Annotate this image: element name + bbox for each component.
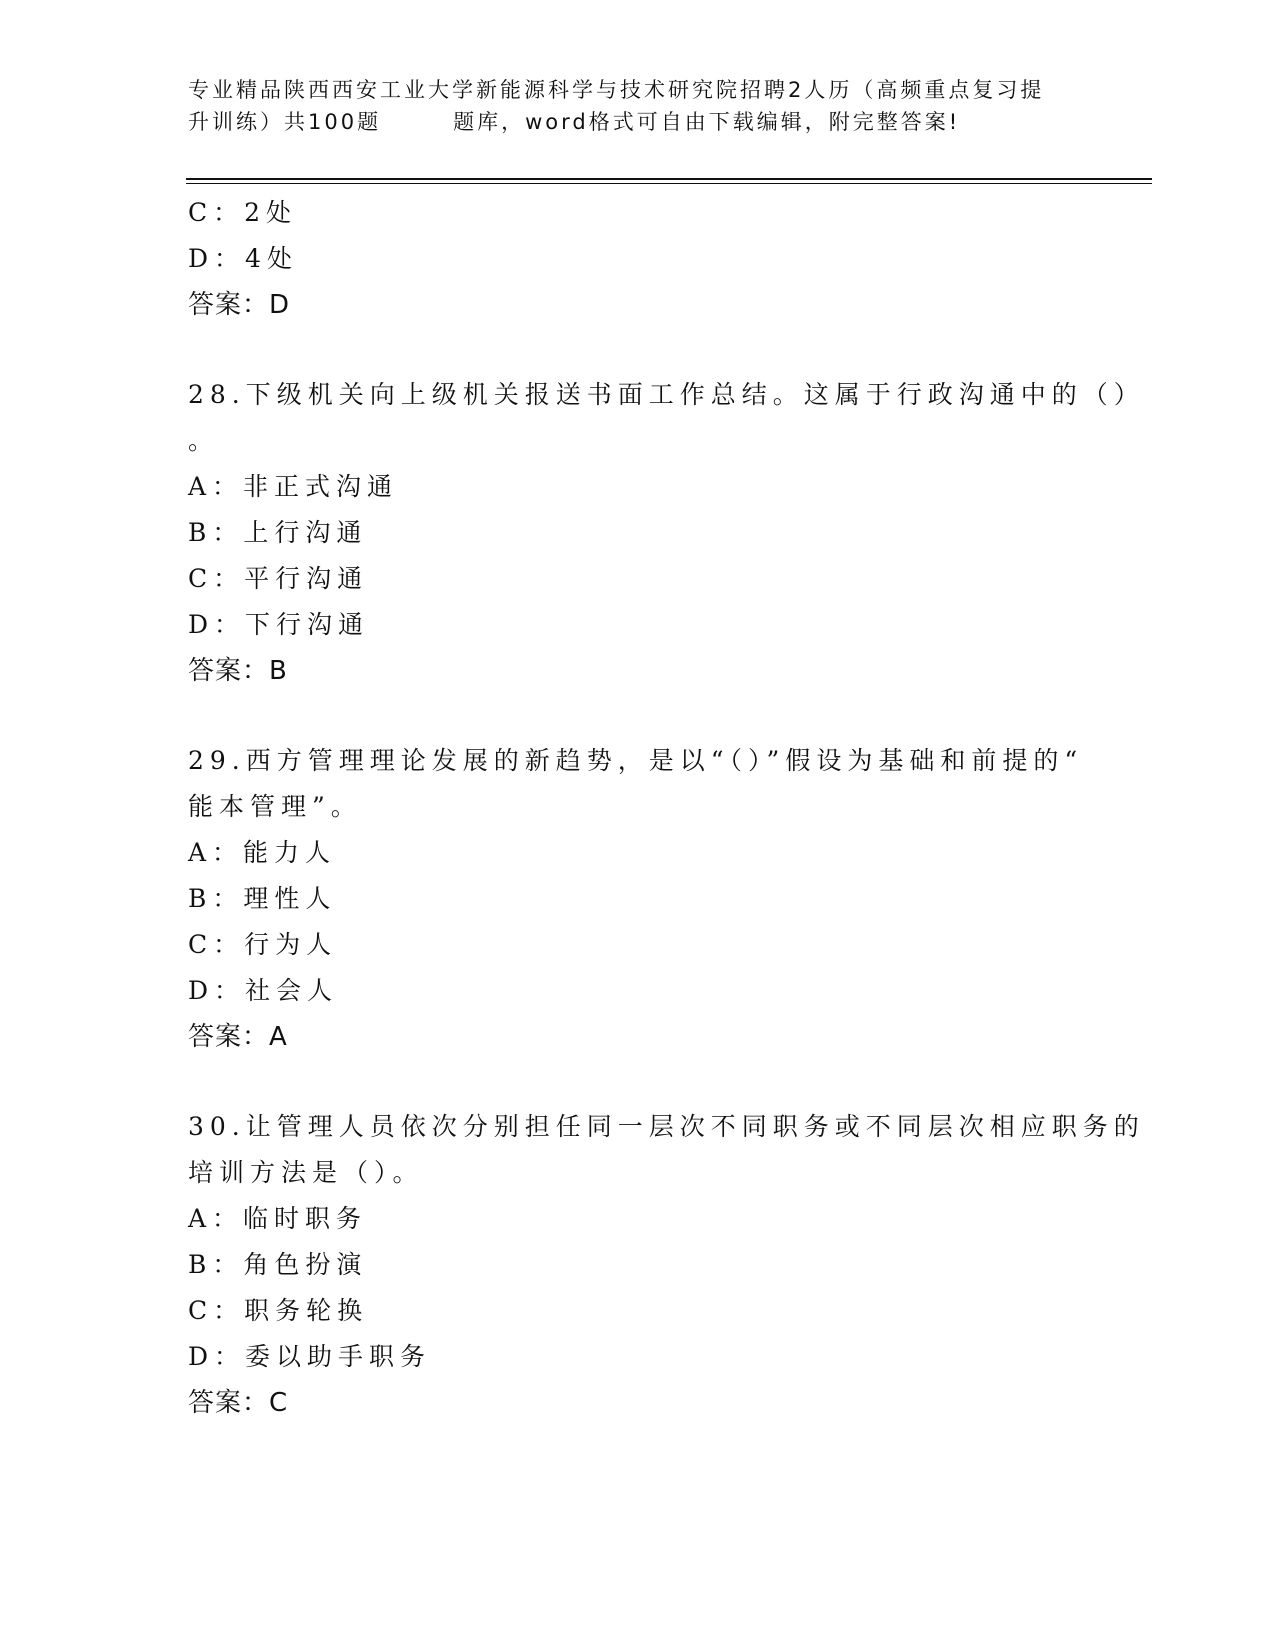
question-stem-continued: 。 [188, 426, 220, 455]
option-c: C：2处 [188, 198, 298, 227]
question-block [188, 738, 1088, 1060]
header-title-line2 [188, 106, 1088, 138]
option-d: D：委以助手职务 [188, 1342, 432, 1371]
header-title-line2-part2: 题库，word格式可自由下载编辑，附完整答案! [453, 110, 961, 134]
question-stem-continued: 能本管理”。 [188, 792, 362, 821]
option-d: D：4处 [188, 244, 298, 273]
header-divider-thick [186, 178, 1152, 180]
question-stem: 29.西方管理理论发展的新趋势，是以“（）”假设为基础和前提的“ [188, 746, 1084, 775]
answer-line: 答案：D [188, 290, 291, 320]
header-divider-thin [186, 183, 1152, 184]
question-content [188, 190, 1145, 1426]
option-b: B：理性人 [188, 884, 337, 913]
question-block [188, 372, 1145, 694]
answer-line: 答案：B [188, 656, 288, 686]
option-b: B：角色扮演 [188, 1250, 368, 1279]
question-stem: 30.让管理人员依次分别担任同一层次不同职务或不同层次相应职务的 [188, 1112, 1145, 1141]
option-d: D：社会人 [188, 976, 339, 1005]
option-b: B：上行沟通 [188, 518, 368, 547]
option-a: A：能力人 [188, 838, 337, 867]
document-header [188, 74, 1088, 138]
question-stem: 28.下级机关向上级机关报送书面工作总结。这属于行政沟通中的（） [188, 380, 1145, 409]
option-c: C：职务轮换 [188, 1296, 369, 1325]
header-title-line2-part1: 升训练）共100题 [188, 110, 382, 134]
question-stem-continued: 培训方法是（）。 [188, 1158, 424, 1187]
answer-line: 答案：A [188, 1022, 288, 1052]
option-a: A：非正式沟通 [188, 472, 399, 501]
answer-line: 答案：C [188, 1388, 289, 1418]
option-d: D：下行沟通 [188, 610, 370, 639]
option-a: A：临时职务 [188, 1204, 368, 1233]
option-c: C：平行沟通 [188, 564, 369, 593]
question-block [188, 1104, 1145, 1426]
header-title-line1: 专业精品陕西西安工业大学新能源科学与技术研究院招聘2人历（高频重点复习提 [188, 78, 1045, 102]
option-c: C：行为人 [188, 930, 338, 959]
